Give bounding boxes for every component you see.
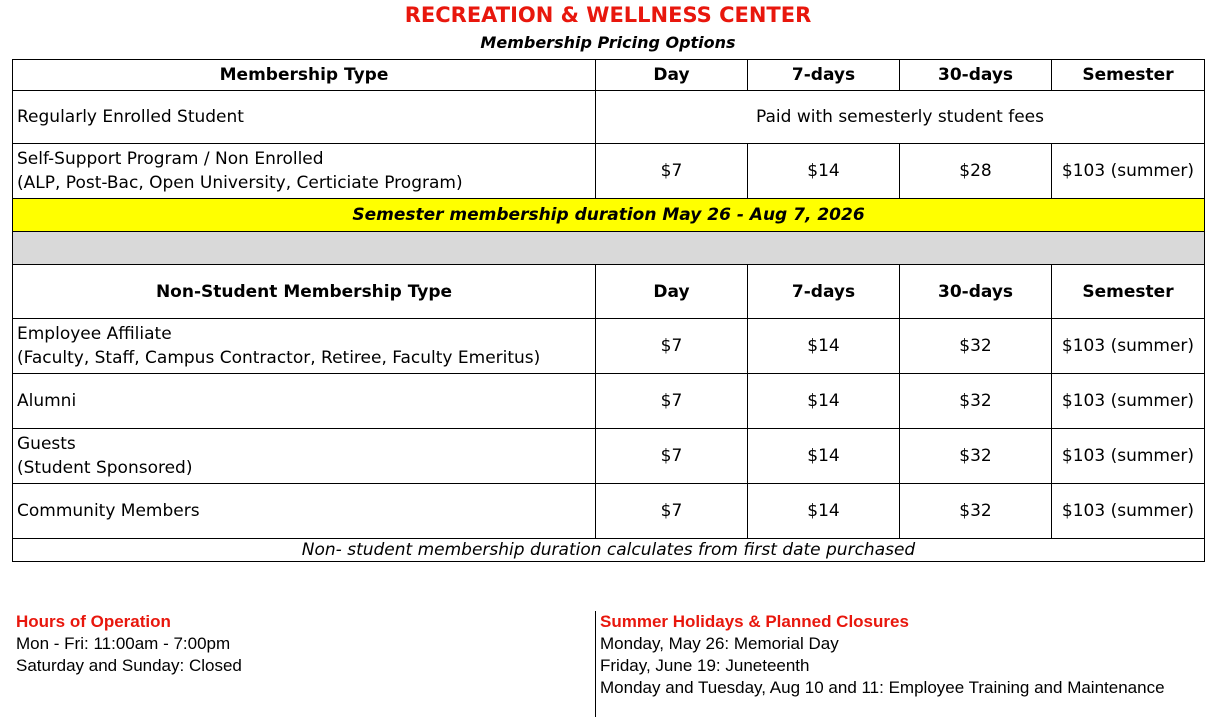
col-30-days: 30-days	[900, 265, 1052, 319]
price-30-days: $28	[900, 144, 1052, 199]
closure-line: Monday, May 26: Memorial Day	[600, 634, 839, 653]
row-label-line1: Self-Support Program / Non Enrolled	[17, 149, 324, 169]
row-label: Regularly Enrolled Student	[13, 91, 596, 144]
row-label-line1: Alumni	[17, 391, 77, 411]
price-7-days: $14	[748, 374, 900, 429]
separator-cell	[13, 232, 1205, 265]
table-row	[13, 374, 1205, 429]
holiday-closures	[595, 611, 1165, 717]
price-semester: $103 (summer)	[1052, 374, 1205, 429]
price-30-days: $32	[900, 374, 1052, 429]
hours-line: Saturday and Sunday: Closed	[16, 656, 242, 675]
price-7-days: $14	[748, 429, 900, 484]
col-membership-type: Membership Type	[13, 60, 596, 91]
col-semester: Semester	[1052, 265, 1205, 319]
page-subtitle: Membership Pricing Options	[480, 33, 736, 52]
price-day: $7	[596, 319, 748, 374]
price-day: $7	[596, 144, 748, 199]
price-semester: $103 (summer)	[1052, 144, 1205, 199]
col-7-days: 7-days	[748, 60, 900, 91]
separator-row	[13, 232, 1205, 265]
price-day: $7	[596, 429, 748, 484]
row-label	[13, 374, 596, 429]
price-30-days: $32	[900, 484, 1052, 539]
student-header-row	[13, 60, 1205, 91]
col-30-days: 30-days	[900, 60, 1052, 91]
col-semester: Semester	[1052, 60, 1205, 91]
table-row	[13, 144, 1205, 199]
closures-heading: Summer Holidays & Planned Closures	[600, 612, 909, 631]
price-7-days: $14	[748, 319, 900, 374]
price-day: $7	[596, 374, 748, 429]
row-label	[13, 319, 596, 374]
hours-of-operation	[16, 611, 242, 677]
pricing-table	[12, 59, 1205, 562]
price-semester: $103 (summer)	[1052, 429, 1205, 484]
nonstudent-header-row	[13, 265, 1205, 319]
closure-line: Friday, June 19: Juneteenth	[600, 656, 810, 675]
table-row	[13, 484, 1205, 539]
price-day: $7	[596, 484, 748, 539]
nonstudent-duration-row	[13, 539, 1205, 562]
row-label	[13, 144, 596, 199]
price-7-days: $14	[748, 144, 900, 199]
row-label-line2: (ALP, Post-Bac, Open University, Certiciate Program)	[17, 173, 463, 193]
hours-line: Mon - Fri: 11:00am - 7:00pm	[16, 634, 231, 653]
row-label	[13, 429, 596, 484]
col-7-days: 7-days	[748, 265, 900, 319]
col-day: Day	[596, 60, 748, 91]
col-day: Day	[596, 265, 748, 319]
table-row	[13, 319, 1205, 374]
student-fees-note: Paid with semesterly student fees	[596, 91, 1205, 144]
row-label	[13, 484, 596, 539]
price-semester: $103 (summer)	[1052, 484, 1205, 539]
row-label-line2: (Student Sponsored)	[17, 458, 193, 478]
table-row	[13, 91, 1205, 144]
nonstudent-duration-note: Non- student membership duration calculates from first date purchased	[13, 539, 1205, 562]
page-title: RECREATION & WELLNESS CENTER	[404, 3, 812, 27]
row-label-line1: Guests	[17, 434, 76, 454]
row-label-line1: Community Members	[17, 501, 200, 521]
price-7-days: $14	[748, 484, 900, 539]
row-label-line2: (Faculty, Staff, Campus Contractor, Retiree, Faculty Emeritus)	[17, 348, 541, 368]
closure-line: Monday and Tuesday, Aug 10 and 11: Employee Training and Maintenance	[600, 678, 1165, 697]
semester-duration-row	[13, 199, 1205, 232]
price-30-days: $32	[900, 429, 1052, 484]
price-semester: $103 (summer)	[1052, 319, 1205, 374]
hours-heading: Hours of Operation	[16, 612, 171, 631]
table-row	[13, 429, 1205, 484]
col-nonstudent-type: Non-Student Membership Type	[13, 265, 596, 319]
row-label-line1: Employee Affiliate	[17, 324, 172, 344]
semester-duration-note: Semester membership duration May 26 - Aug 7, 2026	[13, 199, 1205, 232]
price-30-days: $32	[900, 319, 1052, 374]
